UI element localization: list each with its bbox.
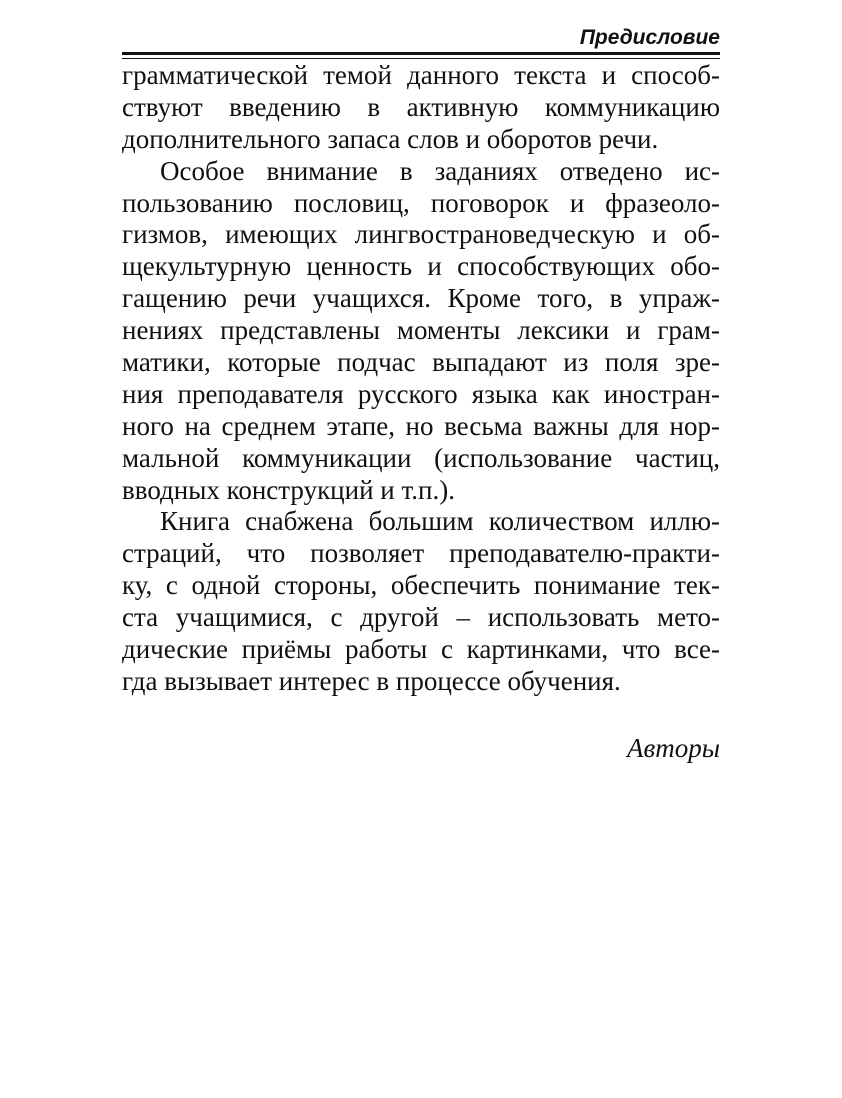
running-header: Предисловие <box>579 26 720 49</box>
text-line: вводных конструкций и т.п.). <box>122 474 455 505</box>
paragraph-proverbs <box>122 156 720 507</box>
header-rule-thin <box>122 58 720 59</box>
text-line: пользованию пословиц, поговорок и фразеоло- <box>122 187 720 218</box>
text-line: Особое внимание в заданиях отведено ис- <box>160 155 720 186</box>
text-line: мальной коммуникации (использование частиц, <box>122 442 720 473</box>
text-line: гда вызывает интерес в процессе обучения. <box>122 665 621 696</box>
text-line: ста учащимися, с другой – использовать мето- <box>122 602 720 633</box>
paragraph-continuation <box>122 60 720 156</box>
text-line: гащению речи учащихся. Кроме того, в упраж- <box>122 283 720 314</box>
text-line: дополнительного запаса слов и оборотов речи. <box>122 123 659 154</box>
paragraph-illustrations <box>122 506 720 697</box>
body-text <box>122 60 720 698</box>
text-line: нениях представлены моменты лексики и грам- <box>122 315 720 346</box>
text-line: дические приёмы работы с картинками, что все- <box>122 634 720 665</box>
text-line: Книга снабжена большим количеством иллю- <box>160 506 720 537</box>
text-line: матики, которые подчас выпадают из поля зре- <box>122 347 720 378</box>
header-rule-thick <box>122 52 720 55</box>
text-line: ного на среднем этапе, но весьма важны для нор- <box>122 410 720 441</box>
text-line: ку, с одной стороны, обеспечить понимание тек- <box>122 570 720 601</box>
text-line: ния преподавателя русского языка как иностран- <box>122 378 720 409</box>
text-line: страций, что позволяет преподавателю-практи- <box>122 538 720 569</box>
text-line: щекультурную ценность и способствующих обо- <box>122 251 720 282</box>
signature: Авторы <box>627 733 720 763</box>
text-line: гизмов, имеющих лингвострановедческую и об- <box>122 219 720 250</box>
text-line: ствуют введению в активную коммуникацию <box>122 91 720 122</box>
text-line: грамматической темой данного текста и способ- <box>122 60 720 90</box>
